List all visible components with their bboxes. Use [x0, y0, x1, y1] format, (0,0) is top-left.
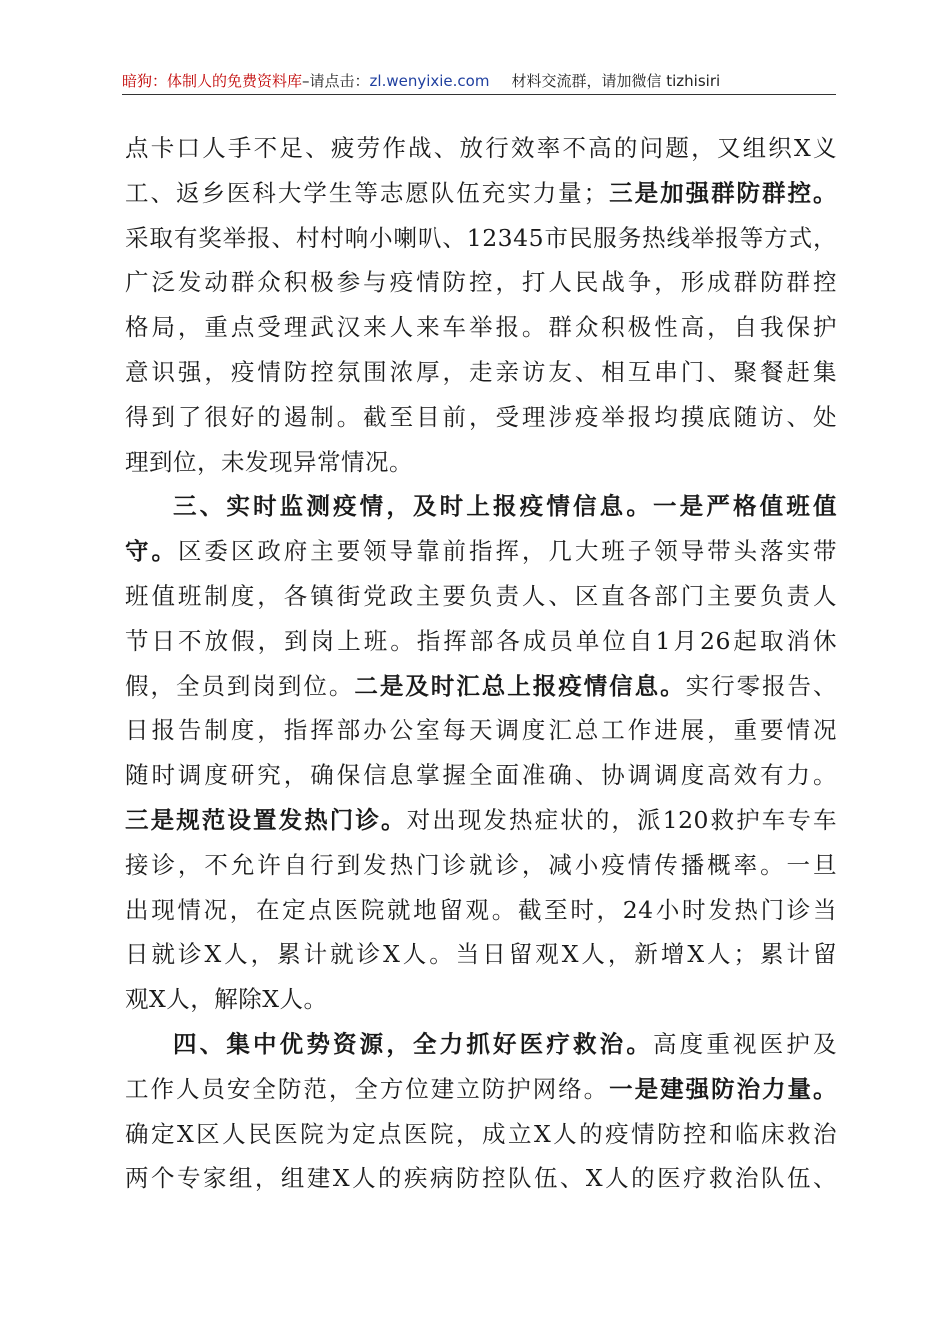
- text-segment: 出现情况，在定点医院就地留观。截至时，24小时发热门诊当: [125, 895, 837, 924]
- text-line: [125, 619, 837, 664]
- text-segment: 工、返乡医科大学生等志愿队伍充实力量；: [125, 178, 608, 207]
- text-segment: 对出现发热症状的，派120救护车专车: [406, 805, 837, 834]
- header-url-link[interactable]: zl.wenyixie.com: [369, 72, 490, 90]
- bold-text-segment: 一是建强防治力量。: [609, 1074, 837, 1103]
- text-line: [125, 664, 837, 709]
- header-contact: 材料交流群，请加微信 tizhisiri: [511, 72, 721, 90]
- text-line: [125, 1067, 837, 1112]
- text-line: [125, 753, 837, 798]
- text-line: [125, 529, 837, 574]
- text-segment: 随时调度研究，确保信息掌握全面准确、协调调度高效有力。: [125, 761, 837, 790]
- text-line: [125, 395, 837, 440]
- text-segment: 采取有奖举报、村村响小喇叭、12345市民服务热线举报等方式，: [125, 223, 837, 252]
- bold-text-segment: 三、实时监测疫情，及时上报疫情信息。一是严格值班值: [173, 492, 837, 521]
- text-line: [125, 171, 837, 216]
- text-segment: 假，全员到岗到位。: [125, 671, 355, 700]
- text-line: [125, 798, 837, 843]
- text-segment: 接诊，不允许自行到发热门诊就诊，减小疫情传播概率。一旦: [125, 850, 837, 879]
- text-line: [125, 1112, 837, 1157]
- bold-text-segment: 三是加强群防群控。: [607, 178, 837, 207]
- text-segment: 观X人，解除X人。: [125, 985, 328, 1014]
- text-segment: 区委区政府主要领导靠前指挥，几大班子领导带头落实带: [177, 537, 837, 566]
- text-segment: 高度重视医护及: [653, 1029, 837, 1058]
- header-brand: 暗狗：体制人的免费资料库: [122, 72, 303, 90]
- bold-text-segment: 四、集中优势资源，全力抓好医疗救治。: [173, 1029, 653, 1058]
- text-segment: 班值班制度，各镇街党政主要负责人、区直各部门主要负责人: [125, 581, 837, 610]
- bold-text-segment: 三是规范设置发热门诊。: [125, 805, 407, 834]
- text-segment: 意识强，疫情防控氛围浓厚，走亲访友、相互串门、聚餐赶集: [125, 357, 837, 386]
- text-line: [125, 574, 837, 619]
- text-segment: 工作人员安全防范，全方位建立防护网络。: [125, 1074, 610, 1103]
- text-line: [125, 1022, 837, 1067]
- header-divider: [122, 94, 836, 95]
- text-segment: 理到位，未发现异常情况。: [125, 447, 413, 476]
- bold-text-segment: 守。: [125, 537, 178, 566]
- text-line: [125, 305, 837, 350]
- text-line: [125, 484, 837, 529]
- text-line: [125, 440, 837, 485]
- text-line: [125, 888, 837, 933]
- page-header: [122, 68, 836, 94]
- document-body: [125, 126, 837, 1201]
- text-line: [125, 977, 837, 1022]
- text-line: [125, 932, 837, 977]
- text-line: [125, 216, 837, 261]
- text-segment: 两个专家组，组建X人的疾病防控队伍、X人的医疗救治队伍、: [125, 1164, 837, 1193]
- text-segment: 日报告制度，指挥部办公室每天调度汇总工作进展，重要情况: [125, 716, 837, 745]
- text-line: [125, 350, 837, 395]
- text-line: [125, 708, 837, 753]
- text-segment: 实行零报告、: [685, 671, 837, 700]
- text-line: [125, 843, 837, 888]
- text-line: [125, 126, 837, 171]
- header-click-label: –请点击：: [302, 72, 370, 90]
- text-segment: 得到了很好的遏制。截至目前，受理涉疫举报均摸底随访、处: [125, 402, 837, 431]
- text-segment: 点卡口人手不足、疲劳作战、放行效率不高的问题，又组织X义: [125, 134, 837, 162]
- text-line: [125, 1156, 837, 1201]
- text-segment: 确定X区人民医院为定点医院，成立X人的疫情防控和临床救治: [125, 1119, 837, 1148]
- text-segment: 格局，重点受理武汉来人来车举报。群众积极性高，自我保护: [125, 313, 837, 342]
- text-segment: 日就诊X人，累计就诊X人。当日留观X人，新增X人；累计留: [125, 940, 837, 969]
- bold-text-segment: 二是及时汇总上报疫情信息。: [354, 671, 686, 700]
- text-line: [125, 260, 837, 305]
- text-segment: 节日不放假，到岗上班。指挥部各成员单位自1月26起取消休: [125, 626, 837, 655]
- text-segment: 广泛发动群众积极参与疫情防控，打人民战争，形成群防群控: [125, 268, 837, 297]
